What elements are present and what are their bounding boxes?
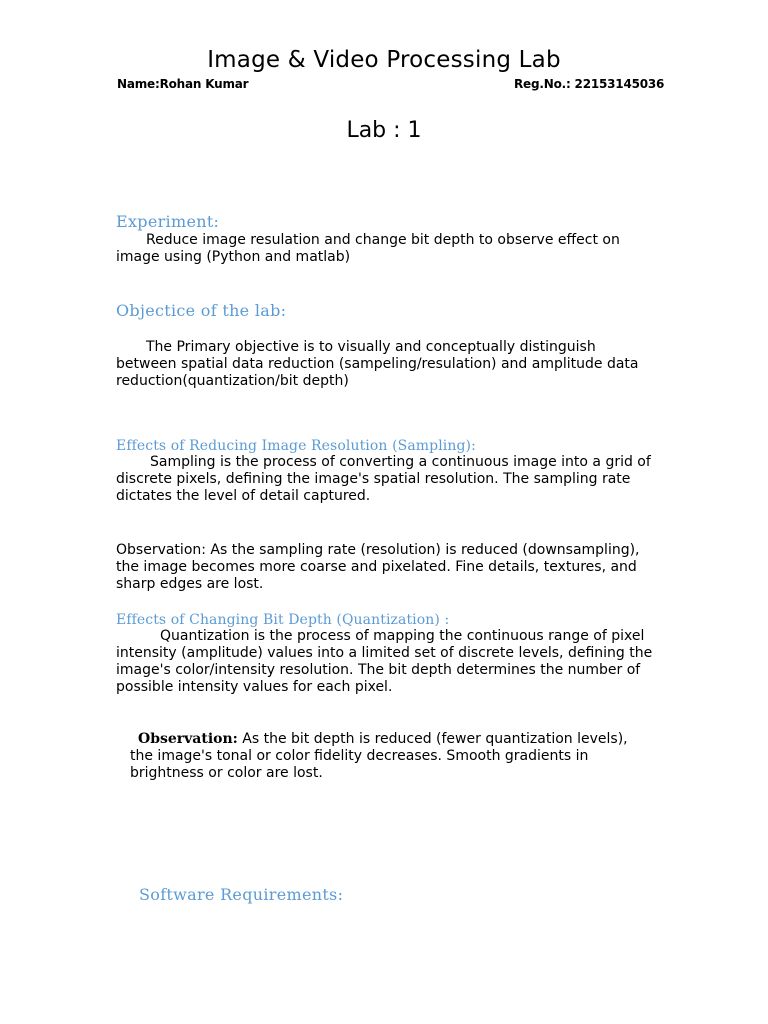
experiment-text: Reduce image resulation and change bit depth to observe effect on image using (Python and matlab) xyxy=(116,232,620,265)
quantization-heading: Effects of Changing Bit Depth (Quantization) : xyxy=(116,612,450,628)
objective-heading: Objectice of the lab: xyxy=(116,301,287,320)
sampling-text: Sampling is the process of converting a continuous image into a grid of discrete pixels, defining the image's spatial resolution. The sampling rate dictates the level of detail captured. xyxy=(116,454,651,504)
registration-number: Reg.No.: 22153145036 xyxy=(514,77,665,91)
sampling-observation: Observation: As the sampling rate (resolution) is reduced (downsampling), the image becomes more coarse and pixelated. Fine details, textures, and sharp edges are lost. xyxy=(116,542,640,592)
student-name: Name:Rohan Kumar xyxy=(117,77,249,91)
document-title: Image & Video Processing Lab xyxy=(207,47,561,73)
sampling-heading: Effects of Reducing Image Resolution (Sampling): xyxy=(116,438,476,454)
software-heading: Software Requirements: xyxy=(139,885,344,904)
lab-number: Lab : 1 xyxy=(346,118,422,143)
experiment-heading: Experiment: xyxy=(116,212,220,231)
objective-text: The Primary objective is to visually and conceptually distinguish between spatial data reduction (sampeling/resulation) and amplitude data reduction(quantization/bit depth) xyxy=(116,339,639,389)
quantization-observation xyxy=(130,731,650,782)
observation-text: As the bit depth is reduced (fewer quantization levels), the image's tonal or color fidelity decreases. Smooth gradients in brightness or color are lost. xyxy=(130,731,628,781)
observation-label: Observation: xyxy=(138,731,238,747)
quantization-text: Quantization is the process of mapping the continuous range of pixel intensity (amplitude) values into a limited set of discrete levels, defining the image's color/intensity resolution. The bit depth determines the number of possible intensity values for each pixel. xyxy=(116,628,653,695)
